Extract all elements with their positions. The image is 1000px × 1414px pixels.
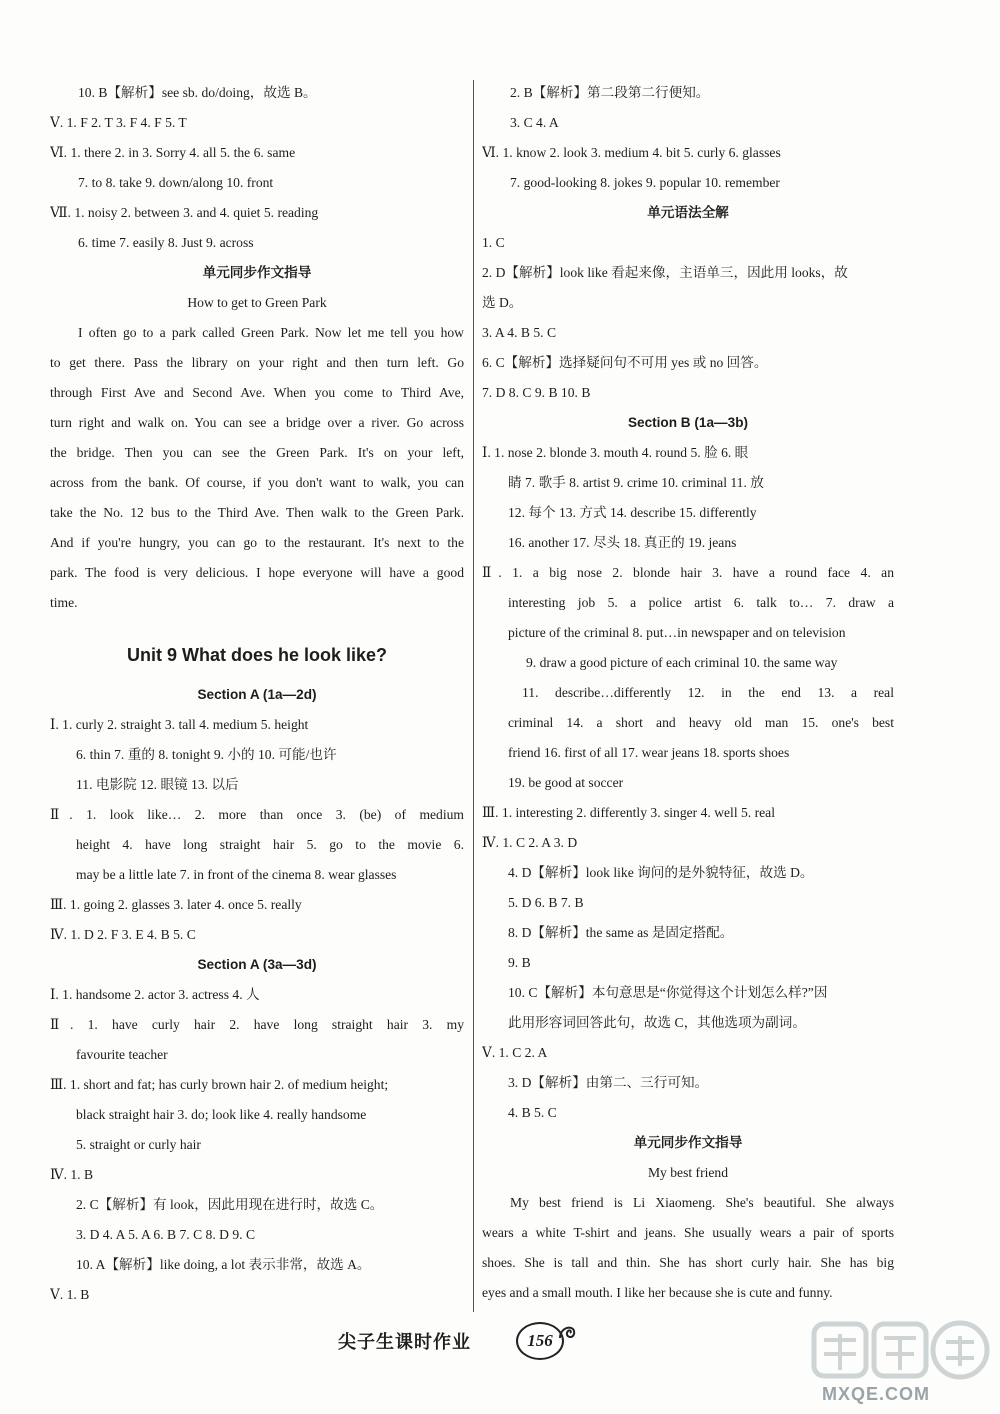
- left-line: Section A (1a—2d): [197, 687, 317, 702]
- right-line: 4. D【解析】look like 询问的是外貌特征，故选 D。: [508, 865, 814, 880]
- right-line: 单元语法全解: [647, 205, 729, 220]
- right-line: 7. good-looking 8. jokes 9. popular 10. remember: [510, 175, 780, 190]
- left-line: park. The food is very delicious. I hope everyone will have a good: [50, 565, 464, 580]
- left-line: 单元同步作文指导: [202, 265, 312, 280]
- left-line: 10. A【解析】like doing, a lot 表示非常，故选 A。: [76, 1257, 371, 1272]
- left-line: may be a little late 7. in front of the cinema 8. wear glasses: [76, 867, 397, 882]
- right-column: [482, 78, 894, 1308]
- right-line: 9. draw a good picture of each criminal 10. the same way: [526, 655, 838, 670]
- right-line: 3. D【解析】由第二、三行可知。: [508, 1075, 709, 1090]
- right-line: 9. B: [508, 955, 531, 970]
- left-line: through First Ave and Second Ave. When you come to Third Ave,: [50, 385, 464, 400]
- right-line: 睛 7. 歌手 8. artist 9. crime 10. criminal 11. 放: [508, 475, 764, 490]
- left-line: Ⅰ. 1. handsome 2. actor 3. actress 4. 人: [50, 987, 260, 1002]
- right-line: Ⅲ. 1. interesting 2. differently 3. singer 4. well 5. real: [482, 805, 775, 820]
- left-line: Ⅰ. 1. curly 2. straight 3. tall 4. medium 5. height: [50, 717, 309, 732]
- right-line: eyes and a small mouth. I like her because she is cute and funny.: [482, 1285, 833, 1300]
- left-line: black straight hair 3. do; look like 4. really handsome: [76, 1107, 367, 1122]
- right-line: 3. C 4. A: [510, 115, 559, 130]
- column-divider: [473, 80, 474, 1312]
- right-line: criminal 14. a short and heavy old man 15. one's best: [508, 715, 894, 730]
- left-line: Ⅳ. 1. D 2. F 3. E 4. B 5. C: [50, 927, 196, 942]
- right-line: 19. be good at soccer: [508, 775, 624, 790]
- left-line: Ⅱ. 1. have curly hair 2. have long straight hair 3. my: [50, 1017, 464, 1032]
- left-line: Ⅲ. 1. going 2. glasses 3. later 4. once 5. really: [50, 897, 302, 912]
- left-line: 6. time 7. easily 8. Just 9. across: [78, 235, 254, 250]
- book-title: 尖子生课时作业: [338, 1332, 471, 1353]
- left-line: take the No. 12 bus to the Third Ave. Then walk to the Green Park.: [50, 505, 464, 520]
- right-line: 7. D 8. C 9. B 10. B: [482, 385, 591, 400]
- right-line: picture of the criminal 8. put…in newspaper and on television: [508, 625, 846, 640]
- right-line: interesting job 5. a police artist 6. talk to… 7. draw a: [508, 595, 894, 610]
- right-line: 单元同步作文指导: [633, 1135, 743, 1150]
- left-line: time.: [50, 595, 78, 610]
- left-line: How to get to Green Park: [187, 295, 327, 310]
- right-line: 4. B 5. C: [508, 1105, 557, 1120]
- left-line: 10. B【解析】see sb. do/doing，故选 B。: [78, 85, 317, 100]
- left-line: 5. straight or curly hair: [76, 1137, 201, 1152]
- right-line: Ⅱ. 1. a big nose 2. blonde hair 3. have a round face 4. an: [482, 565, 894, 580]
- left-line: Ⅲ. 1. short and fat; has curly brown hair 2. of medium height;: [50, 1077, 389, 1092]
- left-line: Ⅳ. 1. B: [50, 1167, 94, 1182]
- right-line: Ⅰ. 1. nose 2. blonde 3. mouth 4. round 5. 脸 6. 眼: [482, 445, 749, 460]
- right-line: 8. D【解析】the same as 是固定搭配。: [508, 925, 734, 940]
- left-line: across from the bank. Of course, if you don't want to walk, you can: [50, 475, 464, 490]
- left-line: Ⅱ. 1. look like… 2. more than once 3. (be) of medium: [50, 807, 464, 822]
- left-line: height 4. have long straight hair 5. go to the movie 6.: [76, 837, 464, 852]
- right-line: Ⅳ. 1. C 2. A 3. D: [482, 835, 578, 850]
- left-line: favourite teacher: [76, 1047, 168, 1062]
- right-line: 11. describe…differently 12. in the end 13. a real: [522, 685, 894, 700]
- right-line: 5. D 6. B 7. B: [508, 895, 584, 910]
- left-line: And if you're hungry, you can go to the restaurant. It's next to the: [50, 535, 464, 550]
- right-line: Section B (1a—3b): [627, 415, 749, 430]
- right-line: 1. C: [482, 235, 505, 250]
- swirl-ornament-icon: [556, 1320, 580, 1344]
- right-line: Ⅴ. 1. C 2. A: [482, 1045, 548, 1060]
- right-line: 12. 每个 13. 方式 14. describe 15. differently: [508, 505, 757, 520]
- right-line: 16. another 17. 尽头 18. 真正的 19. jeans: [508, 535, 737, 550]
- left-line: 6. thin 7. 重的 8. tonight 9. 小的 10. 可能/也许: [76, 747, 337, 762]
- left-line: Ⅴ. 1. F 2. T 3. F 4. F 5. T: [50, 115, 187, 130]
- left-line: 2. C【解析】有 look，因此用现在进行时，故选 C。: [76, 1197, 384, 1212]
- left-line: Ⅵ. 1. there 2. in 3. Sorry 4. all 5. the 6. same: [50, 145, 296, 160]
- left-line: to get there. Pass the library on your right and then turn left. Go: [50, 355, 464, 370]
- left-line: Ⅴ. 1. B: [50, 1287, 90, 1302]
- right-line: 6. C【解析】选择疑问句不可用 yes 或 no 回答。: [482, 355, 768, 370]
- right-line: shoes. She is tall and thin. She has short curly hair. She has big: [482, 1255, 894, 1270]
- right-line: My best friend: [647, 1165, 729, 1180]
- left-line: Ⅶ. 1. noisy 2. between 3. and 4. quiet 5. reading: [50, 205, 319, 220]
- right-line: 选 D。: [482, 295, 523, 310]
- left-line: 11. 电影院 12. 眼镜 13. 以后: [76, 777, 239, 792]
- right-line: 此用形容词回答此句，故选 C，其他选项为副词。: [508, 1015, 806, 1030]
- watermark-text: MXQE.COM: [822, 1384, 931, 1404]
- left-line: Section A (3a—3d): [197, 957, 317, 972]
- right-line: 2. D【解析】look like 看起来像，主语单三，因此用 looks，故: [482, 265, 848, 280]
- page-number: 156: [516, 1322, 564, 1360]
- left-line: 7. to 8. take 9. down/along 10. front: [78, 175, 274, 190]
- left-line: I often go to a park called Green Park. Now let me tell you how: [78, 325, 464, 340]
- right-line: 2. B【解析】第二段第二行便知。: [510, 85, 710, 100]
- left-line: the bridge. Then you can see the Green Park. It's on your left,: [50, 445, 464, 460]
- right-line: friend 16. first of all 17. wear jeans 18. sports shoes: [508, 745, 790, 760]
- left-line: Unit 9 What does he look like?: [126, 645, 388, 665]
- right-line: Ⅵ. 1. know 2. look 3. medium 4. bit 5. curly 6. glasses: [482, 145, 781, 160]
- left-line: turn right and walk on. You can see a bridge over a river. Go across: [50, 415, 464, 430]
- left-column: [50, 78, 464, 1310]
- left-line: 3. D 4. A 5. A 6. B 7. C 8. D 9. C: [76, 1227, 256, 1242]
- right-line: 3. A 4. B 5. C: [482, 325, 557, 340]
- right-line: wears a white T-shirt and jeans. She usually wears a pair of sports: [482, 1225, 894, 1240]
- right-line: 10. C【解析】本句意思是“你觉得这个计划怎么样?”因: [508, 985, 828, 1000]
- right-line: My best friend is Li Xiaomeng. She's beautiful. She always: [510, 1195, 894, 1210]
